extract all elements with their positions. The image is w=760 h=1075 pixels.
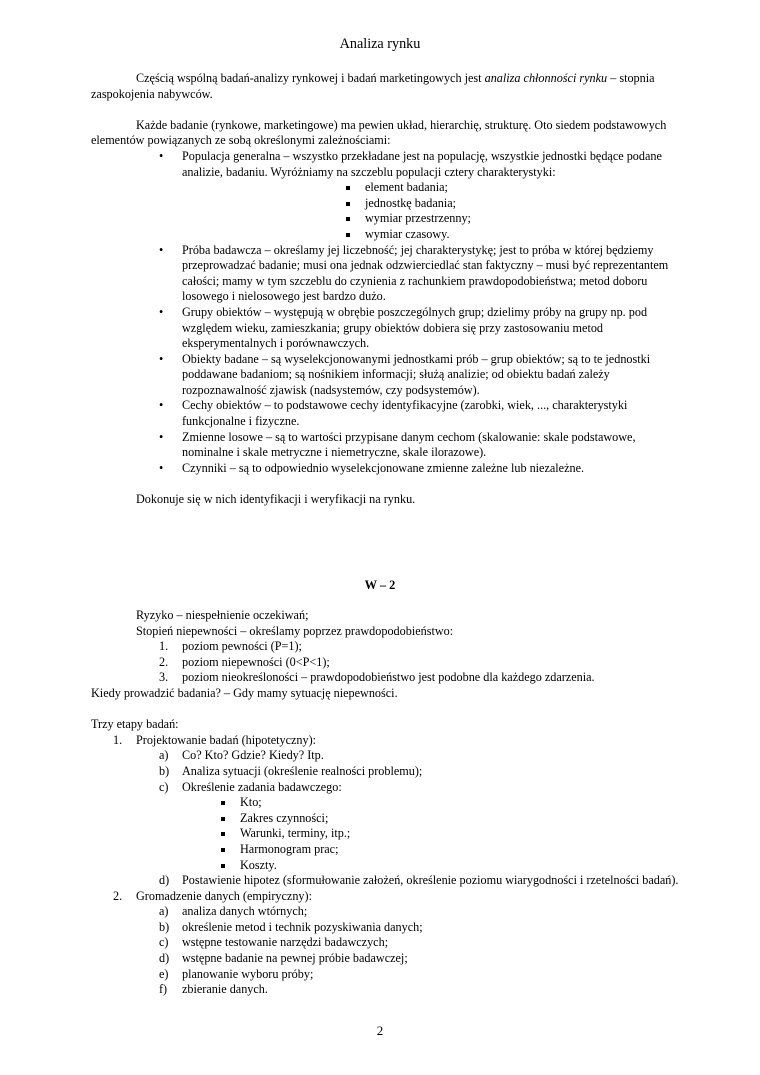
intro-italic-term: analiza chłonności rynku (484, 71, 608, 85)
levels-list (91, 639, 681, 686)
identification-paragraph: Dokonuje się w nich identyfikacji i weryfikacji na rynku. (136, 492, 416, 507)
list-item: • Grupy obiektów – występują w obrębie poszczególnych grup; dzielimy próby na grupy np. pod względem wieku, zamieszkania; grupy obiektów dobiera się przy zastosowaniu metod eksperymentalnych i porównawczych. (91, 305, 681, 352)
list-item: Koszty. (91, 858, 681, 874)
list-item: jednostkę badania; (182, 196, 681, 212)
list-item: 2. Gromadzenie danych (empiryczny): a) analiza danych wtórnych; b) określenie metod i technik pozyskiwania danych; c) wstępne testowanie narzędzi badawczych; d) wstępne badanie na pewnej próbie badawczej; e) planowanie wyboru próby; f) zbieranie danych. (91, 889, 681, 998)
page-number: 2 (376, 1023, 384, 1038)
page-title: Analiza rynku (339, 36, 421, 52)
list-item: e) planowanie wyboru próby; (159, 966, 314, 981)
list-item: • Próba badawcza – określamy jej liczebność; jej charakterystykę; jest to próba w której będziemy przeprowadzać badanie; musi ona jednak odzwierciedlać stan faktyczny – musi być reprezentantem całości; mamy w tym szczeblu do czynienia z rachunkiem prawdopodobieństwa; metod doboru losowego i nielosowego jest bardzo dużo. (91, 243, 681, 305)
structure-paragraph: Każde badanie (rynkowe, marketingowe) ma pewien układ, hierarchię, strukturę. Oto siedem podstawowych elementów powiązanych ze sobą określonymi zależnościami: (91, 117, 667, 148)
list-item: • Czynniki – są to odpowiednio wyselekcjonowane zmienne zależne lub niezależne. (91, 461, 681, 477)
list-item: d) Postawienie hipotez (sformułowanie założeń, określenie poziomu wiarygodności i rzetelności badań). (159, 873, 679, 888)
list-item: b) Analiza sytuacji (określenie realności problemu); (159, 763, 423, 778)
list-item: 3. poziom nieokreśloności – prawdopodobieństwo jest podobne dla każdego zdarzenia. (159, 670, 595, 685)
stage1-sublist (91, 748, 681, 888)
task-list (91, 795, 681, 873)
list-item: element badania; (182, 180, 681, 196)
section-heading: W – 2 (364, 578, 396, 592)
list-item: d) wstępne badanie na pewnej próbie badawczej; (159, 951, 408, 966)
stages-list (91, 733, 681, 998)
when-question: Kiedy prowadzić badania? – Gdy mamy sytuację niepewności. (91, 685, 398, 700)
risk-line: Ryzyko – niespełnienie oczekiwań; (136, 608, 309, 622)
list-item: 1. poziom pewności (P=1); (159, 639, 302, 654)
list-item: 2. poziom niepewności (0<P<1); (159, 654, 330, 669)
intro-paragraph (91, 71, 681, 102)
stage2-sublist (91, 904, 681, 998)
list-item: wymiar przestrzenny; (182, 211, 681, 227)
section-w2 (91, 608, 681, 998)
list-item: Warunki, terminy, itp.; (91, 826, 681, 842)
section-analiza (91, 71, 681, 508)
list-item: 1. Projektowanie badań (hipotetyczny): a) Co? Kto? Gdzie? Kiedy? Itp. b) Analiza sytuacji (określenie realności problemu); c) Określenie zadania badawczego: Kto; Zakres czynności; Warunki, terminy, itp.; Harmonogram prac; Koszty. d) Postawienie hipotez (sformułowanie założeń, określenie poziomu wiarygodności i rzetelności badań). (91, 733, 681, 889)
characteristics-list (182, 180, 681, 242)
list-item: b) określenie metod i technik pozyskiwania danych; (159, 919, 423, 934)
list-item: a) analiza danych wtórnych; (159, 904, 308, 919)
list-item: wymiar czasowy. (182, 227, 681, 243)
list-item: • Zmienne losowe – są to wartości przypisane danym cechom (skalowanie: skale podstawowe, nominalne i skale metryczne i niemetryczne, skale ilorazowe). (91, 430, 681, 461)
list-item: • Cechy obiektów – to podstawowe cechy identyfikacyjne (zarobki, wiek, ..., charakterystyki funkcjonalne i fizyczne. (91, 398, 681, 429)
list-item: Harmonogram prac; (91, 842, 681, 858)
uncertainty-line: Stopień niepewności – określamy poprzez prawdopodobieństwo: (136, 623, 454, 638)
list-item: • Populacja generalna – wszystko przekładane jest na populację, wszystkie jednostki będące podane analizie, badaniu. Wyróżniamy na szczeblu populacji cztery charakterystyki: element badania; jednostkę badania; wymiar przestrzenny; wymiar czasowy. (91, 149, 681, 243)
list-item: f) zbieranie danych. (159, 982, 268, 997)
list-item: a) Co? Kto? Gdzie? Kiedy? Itp. (159, 748, 324, 763)
elements-list (91, 149, 681, 476)
intro-text-end: – stopnia zaspokojenia nabywców. (91, 71, 655, 101)
list-item: c) Określenie zadania badawczego: Kto; Zakres czynności; Warunki, terminy, itp.; Harmonogram prac; Koszty. (91, 780, 681, 874)
list-item: c) wstępne testowanie narzędzi badawczych; (159, 935, 389, 950)
list-item: • Obiekty badane – są wyselekcjonowanymi jednostkami prób – grup obiektów; są to te jednostki poddawane badaniom; są nośnikiem informacji; służą analizie; od obiektu badań zależy rozpoznawalność zjawisk (nadsystemów, czy podsystemów). (91, 352, 681, 399)
list-item: Kto; (91, 795, 681, 811)
list-item: Zakres czynności; (91, 811, 681, 827)
intro-text: Częścią wspólną badań-analizy rynkowej i badań marketingowych jest (136, 71, 485, 85)
stages-title: Trzy etapy badań: (91, 717, 179, 732)
